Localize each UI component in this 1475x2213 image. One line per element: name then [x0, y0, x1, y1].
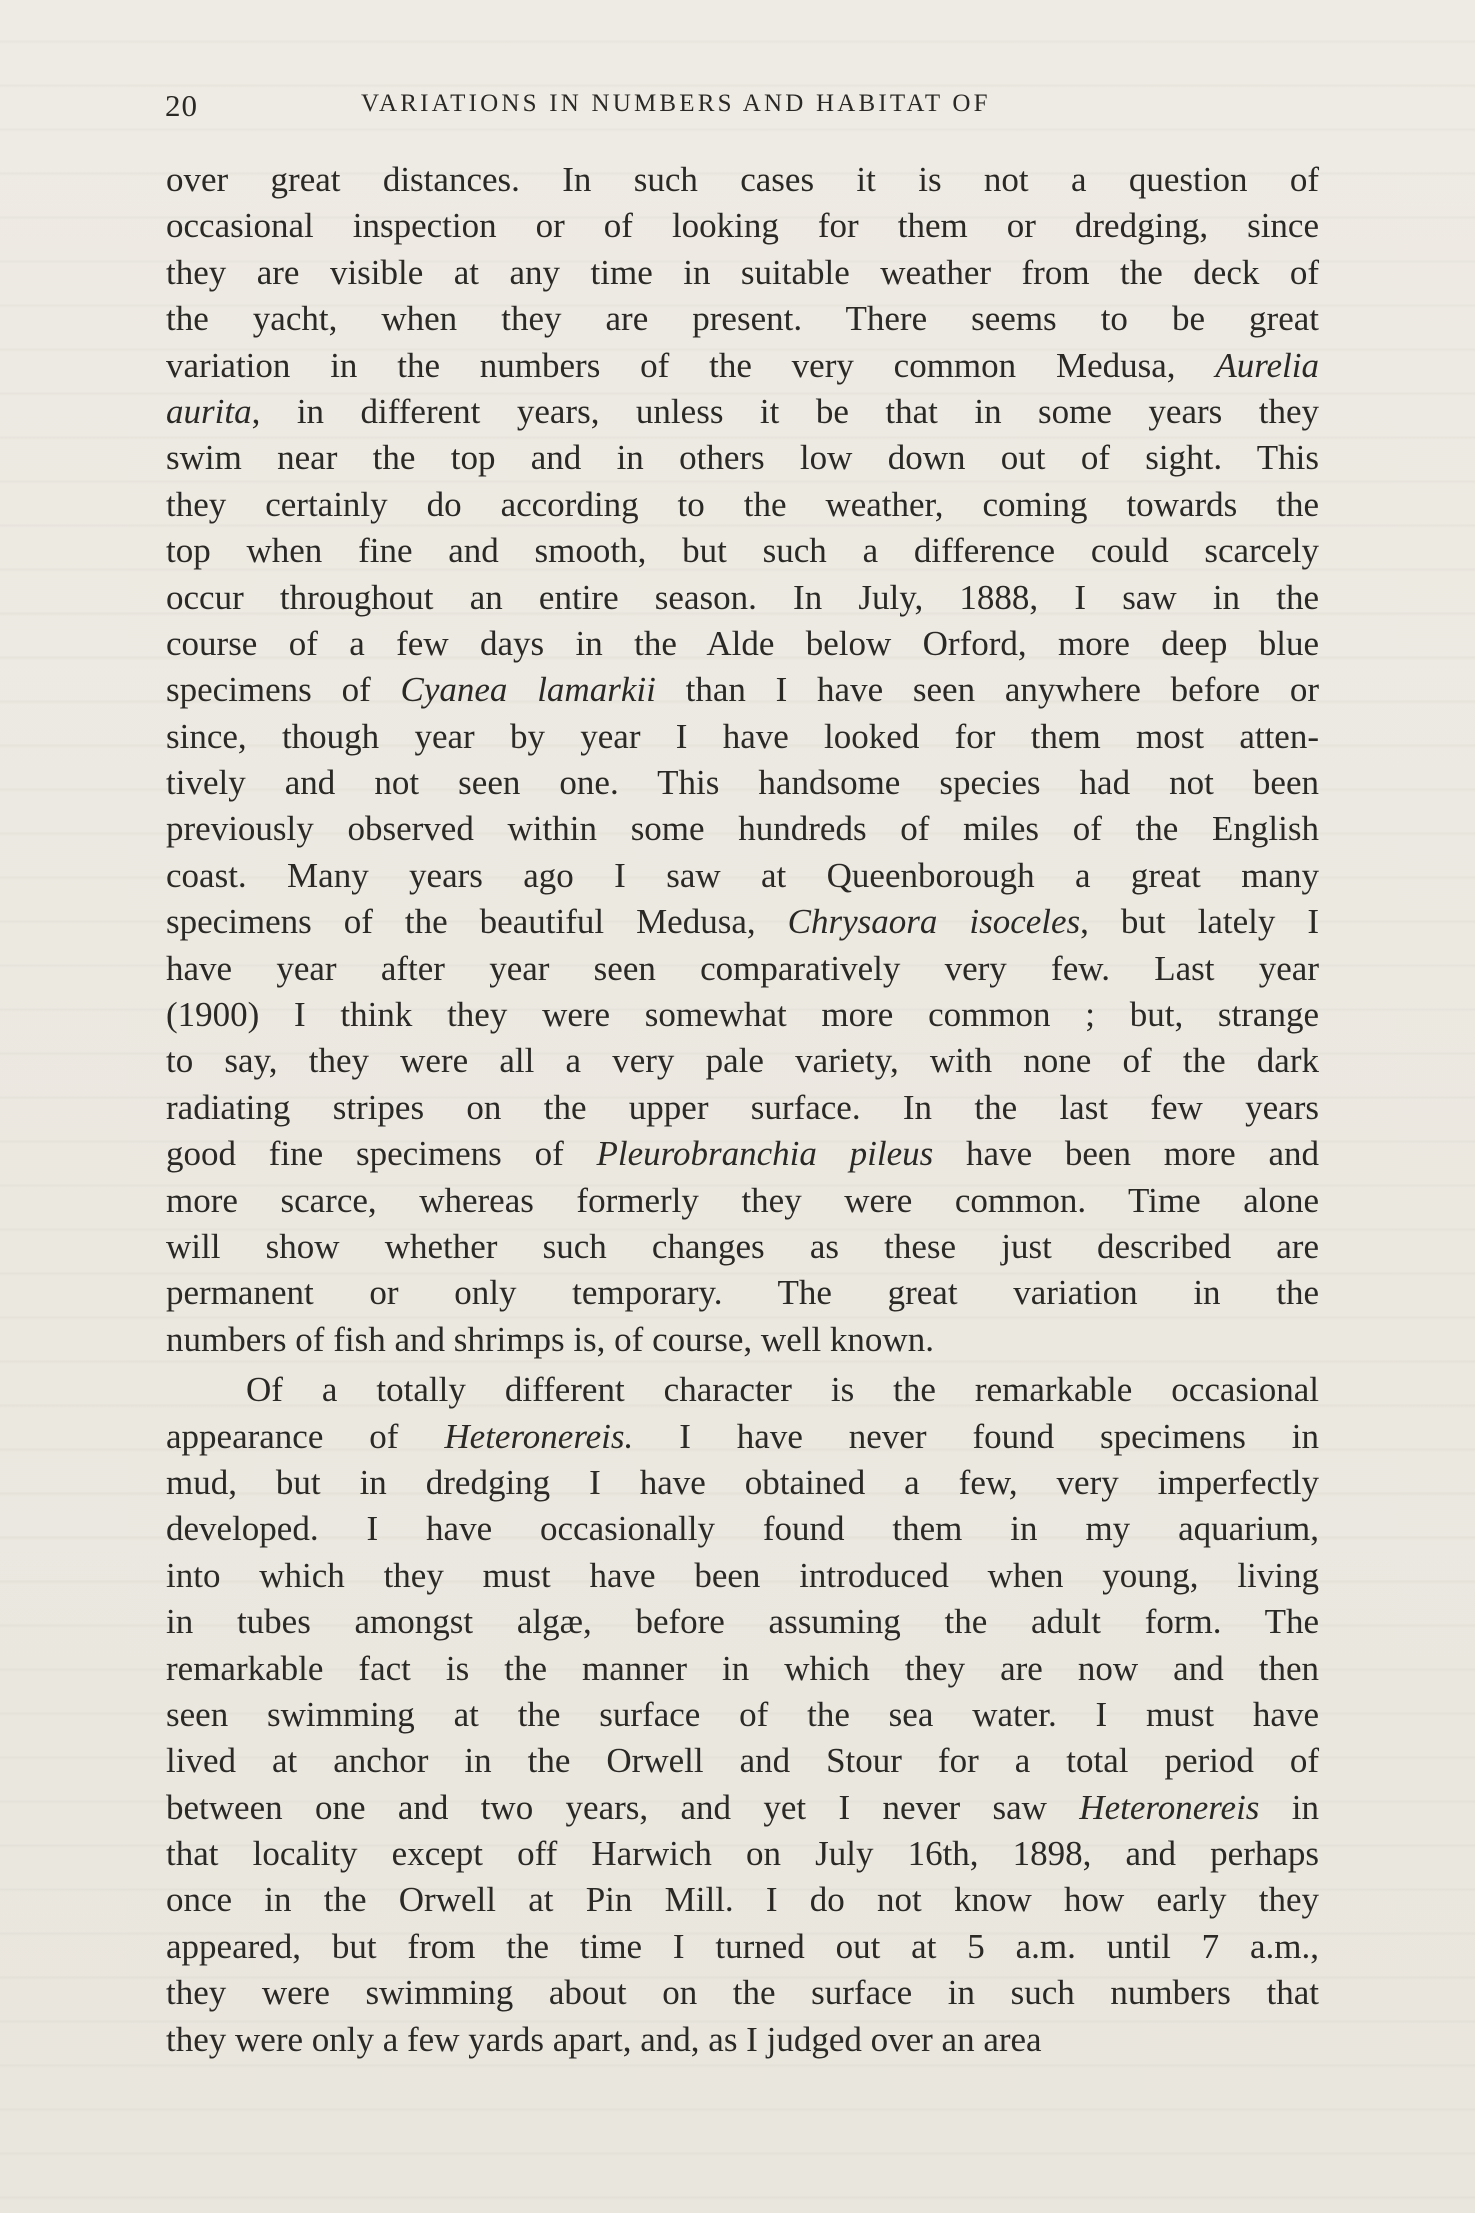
- text-span: more scarce, whereas formerly they were common. Time alone: [166, 1180, 1319, 1220]
- text-span: course of a few days in the Alde below Orford, more deep blue: [166, 623, 1319, 663]
- text-span: variation in the numbers of the very common Medusa,: [166, 345, 1216, 385]
- italic-text: aurita: [166, 391, 252, 431]
- italic-text: Chrysaora isoceles: [787, 902, 1081, 942]
- text-line: [166, 1970, 1319, 2016]
- text-span: since, though year by year I have looked for them most atten-: [166, 716, 1319, 756]
- text-span: Of a totally different character is the remarkable occasional: [246, 1370, 1319, 1410]
- text-span: developed. I have occasionally found them in my aquarium,: [166, 1509, 1319, 1549]
- text-span: , in different years, unless it be that in some years they: [251, 391, 1319, 431]
- text-line: [166, 1785, 1319, 1831]
- text-span: occur throughout an entire season. In July, 1888, I saw in the: [166, 577, 1319, 617]
- italic-text: Heteronereis.: [444, 1416, 634, 1456]
- text-span: , but lately I: [1080, 902, 1319, 942]
- text-span: remarkable fact is the manner in which they are now and then: [166, 1648, 1319, 1688]
- page-number: 20: [165, 88, 198, 123]
- text-span: radiating stripes on the upper surface. In the last few years: [166, 1087, 1319, 1127]
- text-span: over great distances. In such cases it is not a question of: [166, 160, 1319, 199]
- text-line: [166, 528, 1319, 574]
- text-span: lived at anchor in the Orwell and Stour for a total period of: [166, 1741, 1319, 1781]
- text-line: [166, 343, 1319, 389]
- text-line: [166, 1270, 1319, 1316]
- text-span: have been more and: [933, 1134, 1319, 1174]
- text-span: they were only a few yards apart, and, as I judged over an area: [166, 2019, 1042, 2059]
- text-line: [166, 296, 1319, 342]
- text-span: will show whether such changes as these just described are: [166, 1226, 1319, 1266]
- italic-text: Heteronereis: [1079, 1787, 1260, 1827]
- text-line: [166, 157, 1319, 203]
- text-span: appearance of: [166, 1416, 445, 1456]
- text-line: [166, 1738, 1319, 1784]
- text-span: coast. Many years ago I saw at Queenborough a great many: [166, 855, 1319, 895]
- text-span: previously observed within some hundreds of miles of the English: [166, 809, 1319, 849]
- text-span: appeared, but from the time I turned out at 5 a.m. until 7 a.m.,: [166, 1926, 1319, 1966]
- paragraph: [166, 157, 1319, 1363]
- text-line: [166, 482, 1319, 528]
- text-span: that locality except off Harwich on July 16th, 1898, and perhaps: [166, 1834, 1319, 1874]
- text-line: [166, 435, 1319, 481]
- italic-text: Cyanea lamarkii: [400, 670, 656, 710]
- text-span: between one and two years, and yet I never saw: [166, 1787, 1080, 1827]
- text-span: specimens of the beautiful Medusa,: [166, 902, 788, 942]
- text-line: [166, 806, 1319, 852]
- text-span: tively and not seen one. This handsome species had not been: [166, 763, 1319, 803]
- text-span: in: [1259, 1787, 1320, 1827]
- text-line: [166, 1085, 1319, 1131]
- text-line: [166, 760, 1319, 806]
- text-line: [166, 667, 1319, 713]
- text-span: in tubes amongst algæ, before assuming the adult form. The: [166, 1602, 1319, 1642]
- text-line: [166, 1460, 1319, 1506]
- text-span: specimens of: [166, 670, 401, 710]
- italic-text: Aurelia: [1215, 345, 1319, 385]
- text-span: top when fine and smooth, but such a difference could scarcely: [166, 531, 1319, 571]
- text-span: the yacht, when they are present. There seems to be great: [166, 299, 1319, 339]
- text-span: they were swimming about on the surface in such numbers that: [166, 1973, 1319, 2013]
- text-line: [166, 946, 1319, 992]
- text-line: [166, 575, 1319, 621]
- text-line: [166, 1224, 1319, 1270]
- text-line: [166, 1599, 1319, 1645]
- text-span: than I have seen anywhere before or: [655, 670, 1319, 710]
- text-line: [166, 1317, 1319, 1363]
- text-span: occasional inspection or of looking for them or dredging, since: [166, 206, 1319, 246]
- text-span: permanent or only temporary. The great variation in the: [166, 1273, 1319, 1313]
- text-line: [166, 1178, 1319, 1224]
- text-line: [166, 1414, 1319, 1460]
- text-span: mud, but in dredging I have obtained a few, very imperfectly: [166, 1462, 1319, 1502]
- text-line: [166, 1646, 1319, 1692]
- text-line: [166, 203, 1319, 249]
- text-span: they certainly do according to the weather, coming towards the: [166, 484, 1319, 524]
- text-span: swim near the top and in others low down out of sight. This: [166, 438, 1319, 478]
- text-line: [166, 853, 1319, 899]
- text-line: [166, 1924, 1319, 1970]
- text-span: (1900) I think they were somewhat more common ; but, strange: [166, 995, 1319, 1035]
- text-span: numbers of fish and shrimps is, of course, well known.: [166, 1319, 934, 1359]
- text-span: they are visible at any time in suitable weather from the deck of: [166, 252, 1319, 292]
- text-line: [166, 714, 1319, 760]
- text-line: [166, 2017, 1319, 2063]
- text-line: [166, 992, 1319, 1038]
- text-line: [166, 1692, 1319, 1738]
- text-line: [166, 250, 1319, 296]
- text-span: good fine specimens of: [166, 1134, 597, 1174]
- text-line: [166, 1831, 1319, 1877]
- text-span: I have never found specimens in: [633, 1416, 1319, 1456]
- text-span: into which they must have been introduced when young, living: [166, 1555, 1319, 1595]
- paragraph: [166, 1363, 1319, 2063]
- text-line: [166, 1038, 1319, 1084]
- text-line: [166, 1131, 1319, 1177]
- text-line: [166, 621, 1319, 667]
- text-span: seen swimming at the surface of the sea water. I must have: [166, 1694, 1319, 1734]
- text-span: to say, they were all a very pale variety, with none of the dark: [166, 1041, 1319, 1081]
- text-line: [166, 1367, 1319, 1413]
- text-line: [166, 899, 1319, 945]
- text-span: have year after year seen comparatively very few. Last year: [166, 948, 1319, 988]
- text-span: once in the Orwell at Pin Mill. I do not know how early they: [166, 1880, 1319, 1920]
- running-title: VARIATIONS IN NUMBERS AND HABITAT OF: [361, 90, 991, 117]
- text-line: [166, 1506, 1319, 1552]
- text-line: [166, 1877, 1319, 1923]
- running-head: [165, 88, 1315, 128]
- text-line: [166, 389, 1319, 435]
- body-text: [166, 157, 1319, 2063]
- text-line: [166, 1553, 1319, 1599]
- italic-text: Pleurobranchia pileus: [596, 1134, 934, 1174]
